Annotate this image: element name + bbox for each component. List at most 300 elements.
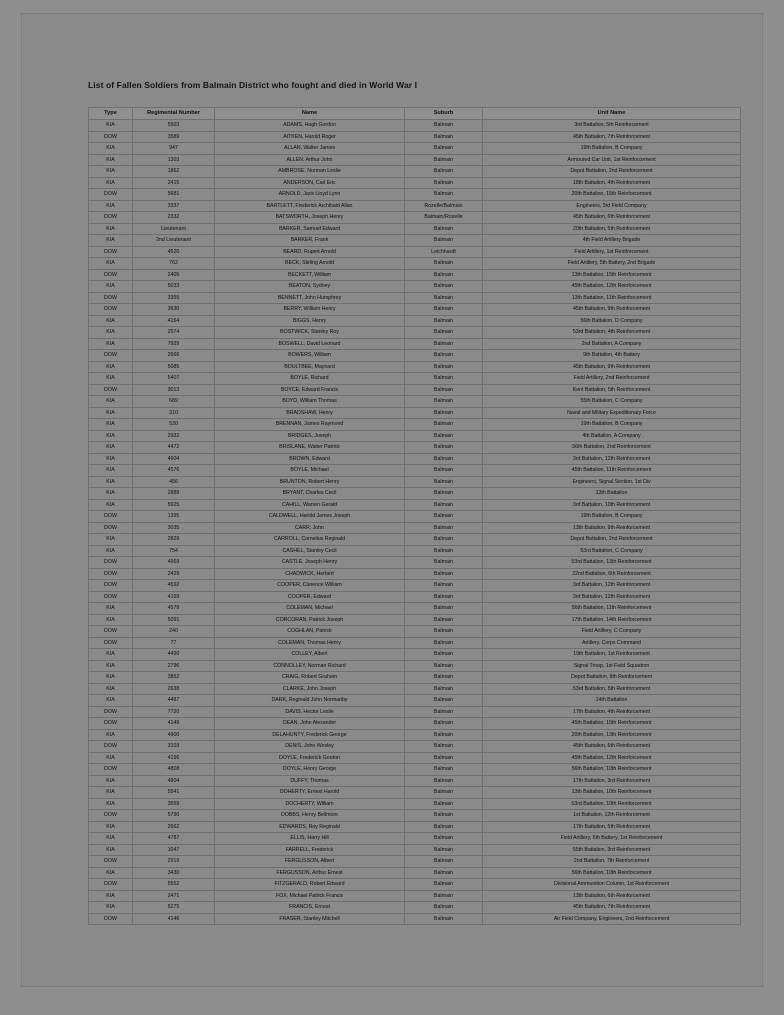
cell-name: CARR, John [215,522,405,534]
table-row [89,741,741,753]
cell-regimental-number: 2888 [133,488,215,500]
cell-type: KIA [89,833,133,845]
cell-unit-name: 45th Battalion, 12th Reinforcement [483,281,741,293]
cell-type: KIA [89,143,133,155]
table-header-row [89,108,741,120]
cell-regimental-number: 240 [133,626,215,638]
table-row [89,258,741,270]
cell-regimental-number: 4787 [133,833,215,845]
cell-type: DOW [89,568,133,580]
cell-type: DOW [89,246,133,258]
cell-name: DOYLE, Frederick Gordon [215,752,405,764]
cell-type: KIA [89,338,133,350]
table-row [89,212,741,224]
cell-name: ALLAN, Walter James [215,143,405,155]
cell-unit-name: 55th Battalion, C Company [483,396,741,408]
cell-unit-name: 17th Battalion, 3rd Reinforcement [483,775,741,787]
cell-suburb: Balmain [405,821,483,833]
table-row [89,327,741,339]
page-title: List of Fallen Soldiers from Balmain District who fought and died in World War I [88,80,418,90]
cell-suburb: Balmain [405,177,483,189]
table-row [89,798,741,810]
cell-unit-name: 53rd Battalion, 10th Reinforcement [483,798,741,810]
cell-unit-name: Field Artillery, 6th Battery, 1st Reinforcement [483,833,741,845]
table-row [89,764,741,776]
column-header-suburb: Suburb [405,108,483,120]
column-header-type: Type [89,108,133,120]
column-header-name: Name [215,108,405,120]
cell-unit-name: 13th Battalion, 15th Reinforcement [483,269,741,281]
cell-name: ALLEN, Arthur John [215,154,405,166]
cell-name: FERGUSSON, Albert [215,856,405,868]
table-row [89,396,741,408]
cell-name: BARKER, Frank [215,235,405,247]
cell-unit-name: 4th Field Artillery Brigade [483,235,741,247]
cell-type: KIA [89,672,133,684]
cell-unit-name: Field Artillery, C Company [483,626,741,638]
cell-name: ARNOLD, Jack Lloyd Lynn [215,189,405,201]
cell-regimental-number: 530 [133,419,215,431]
cell-type: DOW [89,189,133,201]
cell-unit-name: 45th Battalion, 11th Reinforcement [483,465,741,477]
cell-suburb: Balmain [405,718,483,730]
table-row [89,626,741,638]
cell-suburb: Balmain [405,488,483,500]
cell-regimental-number: 4164 [133,315,215,327]
cell-suburb: Balmain [405,603,483,615]
cell-name: BOYLE, Michael [215,465,405,477]
cell-suburb: Balmain [405,269,483,281]
table-row [89,511,741,523]
cell-name: DEAN, John Alexander [215,718,405,730]
cell-regimental-number: 2405 [133,269,215,281]
cell-regimental-number: 4196 [133,752,215,764]
table-row [89,465,741,477]
cell-name: CRAIG, Robert Graham [215,672,405,684]
cell-regimental-number: 1303 [133,154,215,166]
cell-regimental-number: 4199 [133,591,215,603]
cell-regimental-number: 5091 [133,614,215,626]
cell-suburb: Leichhardt [405,246,483,258]
cell-unit-name: Depot Battalion, 2nd Reinforcement [483,534,741,546]
column-header-regimental-number: Regimental Number [133,108,215,120]
table-row [89,660,741,672]
table-row [89,407,741,419]
cell-suburb: Balmain [405,568,483,580]
cell-type: KIA [89,442,133,454]
cell-name: FRANCIS, Ernest [215,902,405,914]
table-row [89,120,741,132]
cell-type: KIA [89,258,133,270]
table-row [89,476,741,488]
cell-name: BRUNTON, Robert Henry [215,476,405,488]
cell-type: DOW [89,511,133,523]
cell-regimental-number: 5085 [133,361,215,373]
cell-suburb: Balmain [405,511,483,523]
cell-unit-name: Divisional Ammunition Column, 1st Reinforcement [483,879,741,891]
cell-regimental-number: 3852 [133,672,215,684]
table-row [89,718,741,730]
cell-type: KIA [89,821,133,833]
cell-suburb: Balmain [405,338,483,350]
cell-suburb: Balmain [405,361,483,373]
cell-name: BOSWELL, David Leonard [215,338,405,350]
cell-unit-name: 3rd Battalion, 12th Reinforcement [483,591,741,603]
table-row [89,591,741,603]
cell-unit-name: 14th Battalion [483,695,741,707]
cell-suburb: Balmain [405,695,483,707]
cell-regimental-number: 2829 [133,534,215,546]
cell-type: KIA [89,683,133,695]
table-row [89,304,741,316]
cell-unit-name: Engineers, Signal Section, 1st Div [483,476,741,488]
cell-type: KIA [89,488,133,500]
table-row [89,269,741,281]
cell-suburb: Balmain [405,315,483,327]
cell-suburb: Balmain [405,442,483,454]
cell-suburb: Balmain [405,913,483,925]
cell-type: KIA [89,798,133,810]
cell-name: BRENNAN, James Raymond [215,419,405,431]
cell-type: DOW [89,879,133,891]
cell-suburb: Balmain [405,867,483,879]
cell-suburb: Balmain [405,879,483,891]
cell-type: KIA [89,787,133,799]
cell-unit-name: 3rd Battalion, 5th Reinforcement [483,120,741,132]
cell-type: DOW [89,269,133,281]
table-row [89,810,741,822]
table-row [89,281,741,293]
cell-unit-name: 3rd Battalion, 12th Reinforcement [483,580,741,592]
cell-unit-name: 19th Battalion, B Company [483,419,741,431]
table-row [89,246,741,258]
cell-unit-name: Air Field Company, Engineers, 2nd Reinforcement [483,913,741,925]
cell-name: CHADWICK, Herbert [215,568,405,580]
cell-regimental-number: 5552 [133,879,215,891]
cell-name: BOYCE, Edward Francis [215,384,405,396]
cell-type: KIA [89,315,133,327]
cell-regimental-number: 1047 [133,844,215,856]
cell-suburb: Balmain [405,649,483,661]
cell-unit-name: 22nd Battalion, 6th Reinforcement [483,568,741,580]
cell-unit-name: 19th Battalion, 1st Reinforcement [483,649,741,661]
cell-suburb: Balmain [405,258,483,270]
cell-name: AITKEN, Harold Roger [215,131,405,143]
cell-type: KIA [89,430,133,442]
cell-type: DOW [89,212,133,224]
fallen-soldiers-table [88,107,741,925]
cell-unit-name: Kent Battalion, 5th Reinforcement [483,384,741,396]
cell-type: KIA [89,396,133,408]
table-row [89,338,741,350]
cell-type: KIA [89,534,133,546]
cell-suburb: Balmain [405,292,483,304]
cell-suburb: Balmain [405,706,483,718]
cell-unit-name: 17th Battalion, 5th Reinforcement [483,821,741,833]
cell-regimental-number: 5407 [133,373,215,385]
cell-suburb: Balmain [405,166,483,178]
cell-name: BOYD, William Thomas [215,396,405,408]
cell-suburb: Balmain [405,764,483,776]
cell-unit-name: Engineers, 3rd Field Company [483,200,741,212]
table-row [89,384,741,396]
cell-unit-name: 13th Battalion [483,488,741,500]
cell-regimental-number: 4804 [133,775,215,787]
cell-unit-name: 45th Battalion, 6th Reinforcement [483,741,741,753]
cell-type: KIA [89,154,133,166]
cell-regimental-number: 3630 [133,304,215,316]
cell-type: DOW [89,522,133,534]
cell-suburb: Balmain [405,384,483,396]
cell-unit-name: 17th Battalion, 4th Reinforcement [483,706,741,718]
table-row [89,200,741,212]
cell-name: DARK, Reginald John Normanby [215,695,405,707]
table-row [89,695,741,707]
cell-name: COLEMAN, Michael [215,603,405,615]
cell-name: DOHERTY, Ernest Harold [215,787,405,799]
table-row [89,361,741,373]
cell-unit-name: 13th Battalion, 6th Reinforcement [483,890,741,902]
cell-name: BOWERS, William [215,350,405,362]
cell-name: FRASER, Stanley Mitchell [215,913,405,925]
cell-regimental-number: 762 [133,258,215,270]
cell-type: DOW [89,764,133,776]
cell-regimental-number: 4487 [133,695,215,707]
cell-suburb: Balmain [405,660,483,672]
cell-suburb: Balmain [405,844,483,856]
cell-regimental-number: 3103 [133,741,215,753]
cell-unit-name: 53rd Battalion, 5th Reinforcement [483,683,741,695]
cell-regimental-number: 2666 [133,350,215,362]
cell-regimental-number: 4808 [133,764,215,776]
cell-suburb: Balmain [405,396,483,408]
cell-name: AMBROSE, Norman Leslie [215,166,405,178]
cell-name: BRIDGES, Joseph [215,430,405,442]
table-row [89,867,741,879]
cell-unit-name: 45th Battalion, 10th Reinforcement [483,718,741,730]
cell-unit-name: Naval and Military Expeditionary Force [483,407,741,419]
cell-unit-name: 53rd Battalion, 4th Reinforcement [483,327,741,339]
cell-unit-name: 53rd Battalion, 13th Reinforcement [483,557,741,569]
cell-name: BEARD, Rupert Arnold [215,246,405,258]
table-row [89,189,741,201]
cell-suburb: Balmain [405,465,483,477]
cell-type: DOW [89,591,133,603]
cell-name: BERRY, William Henry [215,304,405,316]
cell-unit-name: 56th Battalion, 2nd Reinforcement [483,442,741,454]
cell-regimental-number: 456 [133,476,215,488]
cell-type: KIA [89,603,133,615]
cell-name: ADAMS, Hugh Gordon [215,120,405,132]
cell-unit-name: 19th Battalion, B Company [483,143,741,155]
cell-regimental-number: 3355 [133,292,215,304]
cell-suburb: Balmain [405,810,483,822]
table-row [89,373,741,385]
cell-type: KIA [89,649,133,661]
table-row [89,419,741,431]
cell-suburb: Balmain [405,281,483,293]
cell-regimental-number: 754 [133,545,215,557]
cell-regimental-number: 4520 [133,246,215,258]
cell-unit-name: Field Artillery, 1st Reinforcement [483,246,741,258]
table-row [89,442,741,454]
cell-suburb: Balmain [405,557,483,569]
cell-suburb: Balmain [405,430,483,442]
cell-regimental-number: 5033 [133,281,215,293]
cell-type: KIA [89,545,133,557]
cell-suburb: Balmain [405,327,483,339]
table-row [89,672,741,684]
cell-name: BRADSHAW, Henry [215,407,405,419]
cell-regimental-number: 3430 [133,867,215,879]
table-row [89,350,741,362]
cell-regimental-number: 5681 [133,189,215,201]
cell-type: KIA [89,200,133,212]
table-row [89,154,741,166]
cell-suburb: Balmain [405,775,483,787]
cell-name: BIGGS, Henry [215,315,405,327]
cell-regimental-number: 3589 [133,131,215,143]
cell-unit-name: 9th Battalion, 4th Battery [483,350,741,362]
cell-name: EDWARDS, Roy Reginald [215,821,405,833]
cell-name: BOYLE, Richard [215,373,405,385]
table-row [89,752,741,764]
cell-type: KIA [89,844,133,856]
cell-regimental-number: 2332 [133,212,215,224]
table-row [89,430,741,442]
table-row [89,787,741,799]
cell-name: FARRELL, Frederick [215,844,405,856]
cell-regimental-number: 3337 [133,200,215,212]
table-row [89,890,741,902]
cell-regimental-number: 2415 [133,177,215,189]
cell-suburb: Balmain [405,453,483,465]
cell-suburb: Balmain [405,131,483,143]
cell-unit-name: 2nd Battalion, A Company [483,338,741,350]
cell-name: CARROLL, Cornelius Reginald [215,534,405,546]
cell-regimental-number: 3035 [133,522,215,534]
table-row [89,821,741,833]
cell-regimental-number: 3559 [133,798,215,810]
cell-unit-name: 4th Battalion, A Company [483,430,741,442]
cell-type: KIA [89,752,133,764]
cell-type: KIA [89,419,133,431]
cell-type: KIA [89,729,133,741]
cell-type: DOW [89,131,133,143]
table-row [89,223,741,235]
cell-name: BRISLANE, Walter Patrick [215,442,405,454]
cell-name: CONNOLLEY, Norman Richard [215,660,405,672]
cell-suburb: Balmain [405,787,483,799]
cell-suburb: Balmain [405,798,483,810]
cell-regimental-number: 4576 [133,465,215,477]
cell-suburb: Balmain [405,729,483,741]
table-row [89,292,741,304]
cell-unit-name: 56th Battalion, D Company [483,315,741,327]
cell-name: COGHLAN, Patrick [215,626,405,638]
cell-suburb: Balmain [405,154,483,166]
cell-regimental-number: 2662 [133,821,215,833]
cell-suburb: Balmain [405,534,483,546]
cell-name: COOPER, Clarence William [215,580,405,592]
cell-type: DOW [89,292,133,304]
cell-regimental-number: 2nd Lieutenant [133,235,215,247]
cell-unit-name: 55th Battalion, 3rd Reinforcement [483,844,741,856]
cell-regimental-number: 7720 [133,706,215,718]
cell-regimental-number: 310 [133,407,215,419]
cell-unit-name: 3rd Battalion, 10th Reinforcement [483,499,741,511]
cell-name: BOULTBEE, Maynard [215,361,405,373]
cell-type: DOW [89,856,133,868]
cell-regimental-number: 2471 [133,890,215,902]
cell-type: KIA [89,327,133,339]
cell-type: KIA [89,902,133,914]
table-body [89,120,741,925]
cell-name: DOBBS, Henry Bellmore [215,810,405,822]
cell-regimental-number: 5541 [133,787,215,799]
cell-unit-name: Depot Battalion, 2nd Reinforcement [483,166,741,178]
cell-name: BATSWORTH, Joseph Henry [215,212,405,224]
cell-type: KIA [89,407,133,419]
table-row [89,453,741,465]
cell-regimental-number: 2932 [133,430,215,442]
cell-unit-name: Field Artillery, 5th Battery, 2nd Brigade [483,258,741,270]
cell-suburb: Balmain [405,522,483,534]
cell-name: BARKER, Samuel Edward [215,223,405,235]
cell-type: KIA [89,499,133,511]
table-row [89,833,741,845]
table-row [89,603,741,615]
cell-type: KIA [89,465,133,477]
cell-regimental-number: 1862 [133,166,215,178]
table-row [89,166,741,178]
cell-type: KIA [89,235,133,247]
cell-suburb: Balmain [405,741,483,753]
cell-unit-name: 45th Battalion, 12th Reinforcement [483,752,741,764]
cell-type: KIA [89,120,133,132]
table-row [89,131,741,143]
table-row [89,844,741,856]
cell-regimental-number: 3013 [133,384,215,396]
cell-name: BEATON, Sydney [215,281,405,293]
cell-unit-name: 45th Battalion, 7th Reinforcement [483,902,741,914]
cell-type: KIA [89,166,133,178]
cell-name: DELAHUNTY, Frederick George [215,729,405,741]
cell-unit-name: 18th Battalion, 4th Reinforcement [483,177,741,189]
cell-name: FOX, Michael Patrick Francis [215,890,405,902]
cell-suburb: Balmain [405,350,483,362]
cell-suburb: Balmain [405,545,483,557]
cell-unit-name: 1st Battalion, 12th Reinforcement [483,810,741,822]
cell-name: FITZGERALD, Robert Edward [215,879,405,891]
cell-unit-name: 45th Battalion, 7th Reinforcement [483,131,741,143]
document-sheet [22,14,762,986]
cell-type: KIA [89,281,133,293]
cell-regimental-number: 5790 [133,810,215,822]
table-row [89,499,741,511]
cell-name: ANDERSON, Carl Eric [215,177,405,189]
cell-suburb: Balmain [405,189,483,201]
table-row [89,683,741,695]
cell-name: CALDWELL, Harold James Joseph [215,511,405,523]
table-row [89,568,741,580]
cell-regimental-number: 4146 [133,913,215,925]
cell-regimental-number: 689 [133,396,215,408]
cell-suburb: Balmain/Rozelle [405,212,483,224]
cell-regimental-number: 5925 [133,499,215,511]
table-row [89,614,741,626]
cell-unit-name: Armoured Car Unit, 1st Reinforcement [483,154,741,166]
